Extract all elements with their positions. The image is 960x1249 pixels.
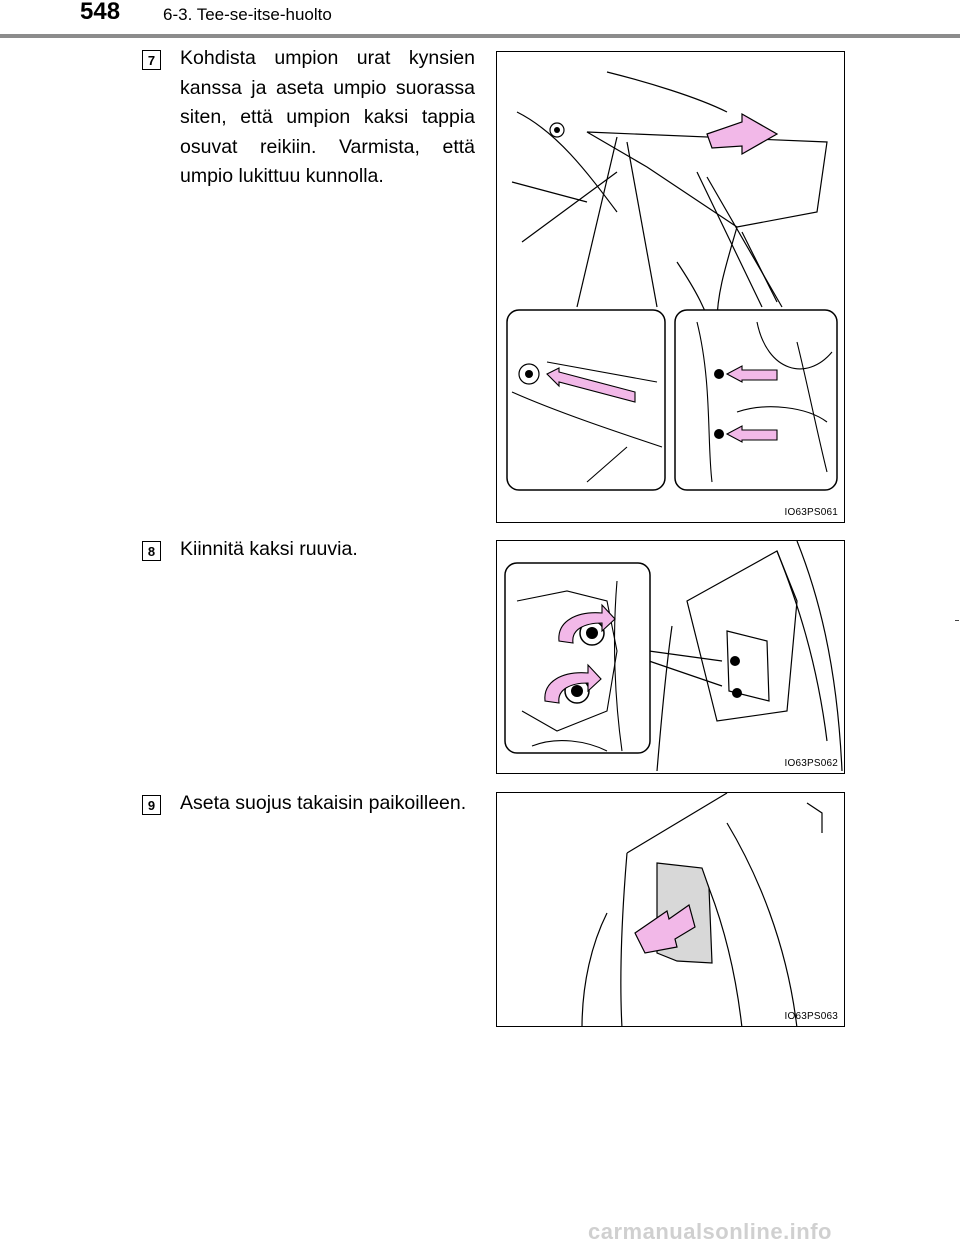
- figure-code: IO63PS062: [784, 758, 838, 769]
- step-number-9: 9: [142, 795, 161, 815]
- illustration-cover: [497, 793, 845, 1027]
- side-margin-mark: [955, 620, 959, 621]
- figure-cover: [496, 792, 845, 1027]
- step-8-text: Kiinnitä kaksi ruuvia.: [180, 538, 358, 560]
- figure-code: IO63PS063: [784, 1011, 838, 1022]
- illustration-bulb-housing: [497, 52, 845, 523]
- step-number-8: 8: [142, 541, 161, 561]
- page-number: 548: [80, 0, 121, 25]
- step-number-7: 7: [142, 50, 161, 70]
- arrow-insert-icon: [707, 114, 777, 154]
- header-rule: [0, 34, 960, 38]
- watermark: carmanualsonline.info: [588, 1219, 832, 1244]
- figure-code: IO63PS061: [784, 507, 838, 518]
- figure-screws: [496, 540, 845, 774]
- step-7-text: Kohdista umpion urat kynsien kanssa ja aseta umpio suorassa siten, että umpion kaksi tappia osuvat reikiin. Varmista, että umpio lukittuu kunnolla.: [180, 47, 475, 187]
- section-title: 6-3. Tee-se-itse-huolto: [163, 5, 332, 24]
- figure-umpio-alignment: [496, 51, 845, 523]
- illustration-screws: [497, 541, 845, 774]
- step-9-text: Aseta suojus takaisin paikoilleen.: [180, 792, 467, 814]
